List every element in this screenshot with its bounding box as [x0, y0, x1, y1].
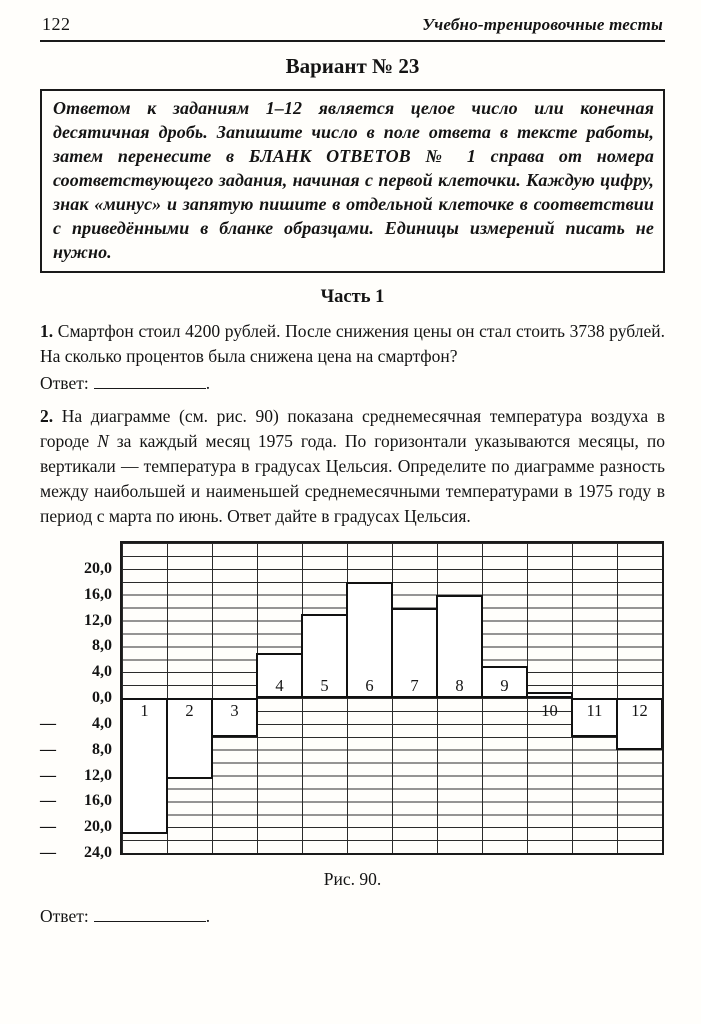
month-label-1: 1	[140, 701, 149, 720]
problem-1-body: Смартфон стоил 4200 рублей. После снижения цены он стал стоить 3738 рублей. На сколько процентов была снижена цена на смартфон?	[40, 321, 666, 366]
y-tick--8	[40, 740, 112, 760]
page-number: 122	[42, 14, 71, 34]
y-tick-16	[40, 585, 112, 605]
y-tick-4	[40, 662, 112, 682]
y-tick--16	[40, 791, 112, 811]
problem-1	[40, 319, 665, 394]
problem-2-number: 2.	[40, 406, 54, 426]
y-tick-label: 16,0	[84, 792, 112, 810]
y-tick-label: 24,0	[84, 844, 112, 861]
problem-2	[40, 404, 665, 529]
problem-1-answer-line	[40, 373, 665, 394]
minus-dash: —	[40, 714, 56, 732]
temperature-bar-chart	[40, 541, 665, 890]
variant-title: Вариант № 23	[285, 54, 420, 78]
minus-dash: —	[40, 844, 56, 861]
month-label-11: 11	[586, 701, 603, 720]
y-tick-12	[40, 611, 112, 631]
problem-1-text	[40, 319, 665, 369]
y-tick-label: 12,0	[84, 766, 112, 784]
y-tick-label: 4,0	[92, 663, 112, 681]
chart-plot	[120, 541, 664, 855]
problem-2-text	[40, 404, 665, 529]
month-label-2: 2	[185, 701, 194, 720]
city-variable: N	[97, 431, 109, 451]
problem-1-number: 1.	[40, 321, 54, 341]
running-header: Учебно-тренировочные тесты	[422, 15, 663, 34]
instruction-box	[40, 89, 665, 273]
y-tick-label: 20,0	[84, 818, 112, 836]
month-label-6: 6	[365, 676, 374, 695]
problem-2-answer-label: Ответ:	[40, 906, 89, 926]
problem-2-body-before: На диаграмме (см. рис. 90) показана среднемесячная температура воздуха в городе	[40, 406, 665, 451]
minus-dash: —	[40, 792, 56, 810]
y-tick--24	[40, 843, 112, 863]
bar-month-10	[526, 692, 573, 698]
y-tick-label: 4,0	[92, 714, 112, 732]
y-tick-label: 20,0	[84, 559, 112, 577]
y-tick-label: 8,0	[92, 740, 112, 758]
month-label-3: 3	[230, 701, 239, 720]
minus-dash: —	[40, 740, 56, 758]
month-label-8: 8	[455, 676, 464, 695]
problem-1-answer-label: Ответ:	[40, 373, 89, 393]
month-label-7: 7	[410, 676, 419, 695]
y-tick-label: 16,0	[84, 585, 112, 603]
month-label-12: 12	[631, 701, 648, 720]
month-label-4: 4	[275, 676, 284, 695]
y-tick--20	[40, 817, 112, 837]
y-tick-label: 8,0	[92, 637, 112, 655]
month-label-9: 9	[500, 676, 509, 695]
month-label-10: 10	[541, 701, 558, 720]
y-tick--12	[40, 766, 112, 786]
problem-1-answer-period: .	[205, 373, 211, 393]
problem-2-answer-period: .	[205, 906, 211, 926]
instruction-text: Ответом к заданиям 1–12 является целое число или конечная десятичная дробь. Запишите число в поле ответа в тексте работы, затем перенесите в БЛАНК ОТВЕТОВ № 1 справа от номера соответствующего задания, начиная с первой клеточки. Каждую цифру, знак «минус» и запятую пишите в отдельной клеточке в соответствии с приведёнными в бланке образцами. Единицы измерений писать не нужно.	[53, 98, 654, 262]
figure-caption: Рис. 90.	[323, 869, 382, 889]
problem-1-answer-blank	[94, 374, 206, 389]
y-tick-0	[40, 688, 112, 708]
y-tick-20	[40, 559, 112, 579]
minus-dash: —	[40, 766, 56, 784]
problem-2-body-after: за каждый месяц 1975 года. По горизонтали указываются месяцы, по вертикали — температура в градусах Цельсия. Определите по диаграмме разность между наибольшей и наименьшей среднемесячными температурами в 1975 году в период с марта по июнь. Ответ дайте в градусах Цельсия.	[40, 431, 665, 526]
y-tick-8	[40, 636, 112, 656]
minus-dash: —	[40, 818, 56, 836]
y-tick-label: 12,0	[84, 611, 112, 629]
page-header	[40, 14, 665, 42]
chart-area	[40, 541, 665, 861]
problem-2-answer-blank	[94, 907, 206, 922]
month-label-5: 5	[320, 676, 329, 695]
y-tick-label: 0,0	[92, 689, 112, 706]
chart-y-axis	[40, 541, 120, 861]
part-title: Часть 1	[320, 287, 385, 307]
problem-2-answer-line	[40, 906, 665, 927]
y-tick--4	[40, 714, 112, 734]
